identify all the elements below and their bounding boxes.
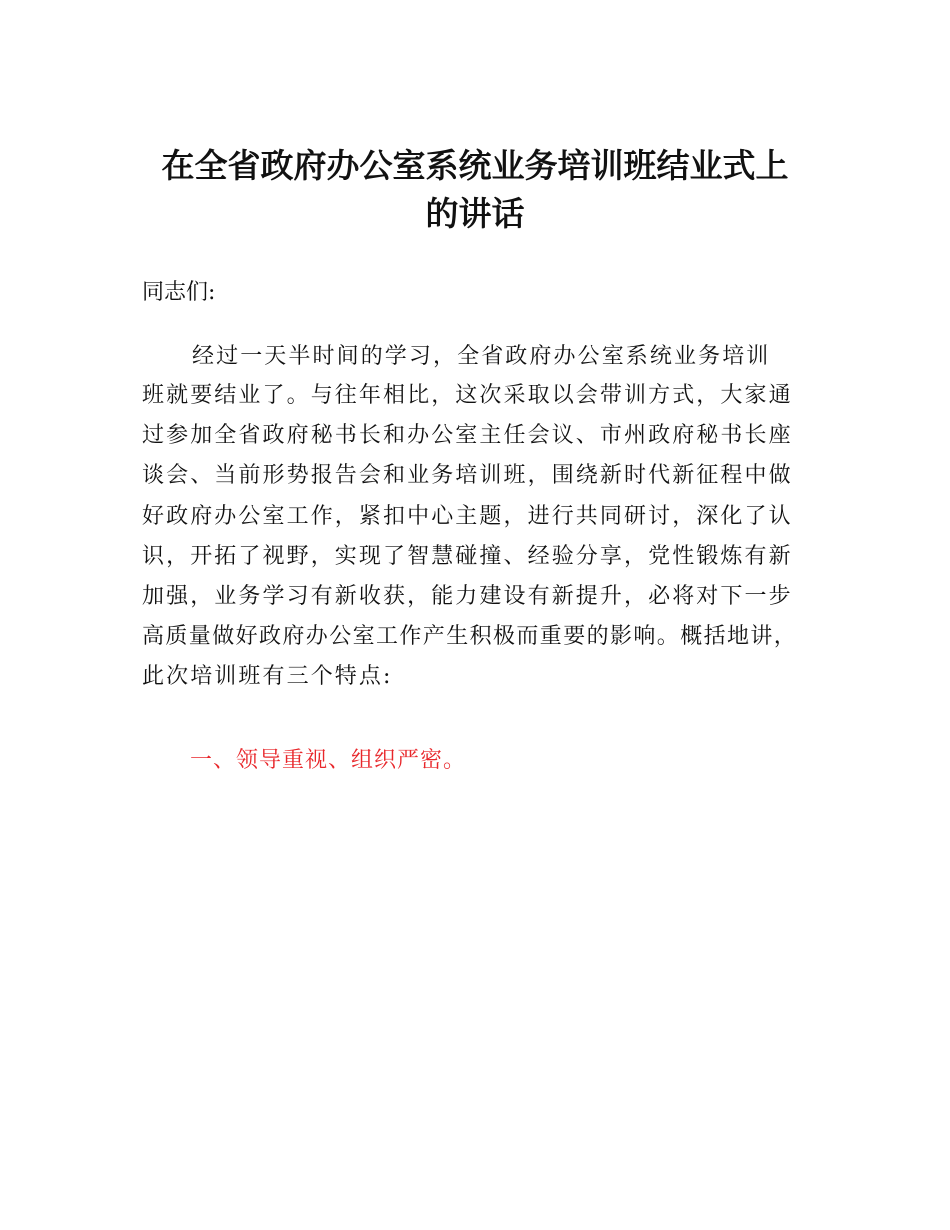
paragraph-line: 经过一天半时间的学习，全省政府办公室系统业务培训: [192, 344, 771, 369]
paragraph-line: 班就要结业了。与往年相比，这次采取以会带训方式，大家通: [142, 383, 793, 408]
paragraph-line: 过参加全省政府秘书长和办公室主任会议、市州政府秘书长座: [142, 423, 793, 448]
paragraph-line: 好政府办公室工作，紧扣中心主题，进行共同研讨，深化了认: [142, 504, 793, 529]
paragraph-line: 谈会、当前形势报告会和业务培训班，围绕新时代新征程中做: [142, 463, 793, 488]
paragraph-line: 识，开拓了视野，实现了智慧碰撞、经验分享，党性锻炼有新: [142, 544, 793, 569]
document-title-line-2: 的讲话: [425, 194, 525, 233]
paragraph-line: 高质量做好政府办公室工作产生积极而重要的影响。概括地讲，: [142, 624, 798, 649]
salutation: 同志们:: [142, 280, 216, 305]
section-heading-1: 一、领导重视、组织严密。: [190, 748, 467, 773]
paragraph-line: 此次培训班有三个特点:: [142, 664, 393, 689]
paragraph-line: 加强，业务学习有新收获，能力建设有新提升，必将对下一步: [142, 584, 793, 609]
document-title-line-1: 在全省政府办公室系统业务培训班结业式上: [161, 146, 789, 185]
